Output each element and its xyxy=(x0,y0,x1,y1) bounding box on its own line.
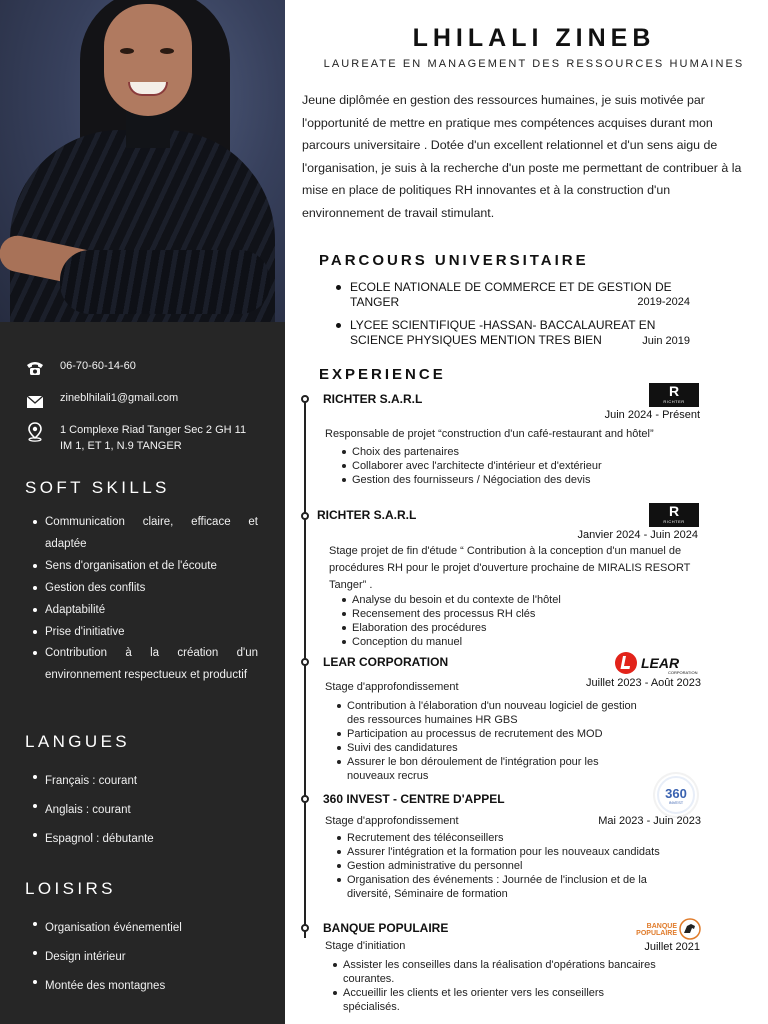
address xyxy=(60,422,260,454)
address-line-1: 1 Complexe Riad Tanger Sec 2 GH 11 xyxy=(60,424,247,436)
soft-skills-title: SOFT SKILLS xyxy=(25,478,170,497)
list-item: Participation au processus de recrutement des MOD xyxy=(347,727,647,741)
list-item: Gestion administrative du personnel xyxy=(347,859,692,873)
langues-list xyxy=(45,767,265,854)
soft-skills-list xyxy=(45,512,258,687)
education-item xyxy=(350,318,695,348)
job-dates: Juillet 2023 - Août 2023 xyxy=(586,677,701,689)
company-name: RICHTER S.A.R.L xyxy=(317,508,417,522)
list-item: Collaborer avec l'architecte d'intérieur et d'extérieur xyxy=(352,459,692,473)
svg-text:BANQUE: BANQUE xyxy=(646,923,677,930)
loisirs-title: LOISIRS xyxy=(25,879,116,898)
school-years: 2019-2024 xyxy=(637,296,690,308)
timeline-dot xyxy=(301,924,309,932)
list-item: Accueillir les clients et les orienter vers les conseillers spécialisés. xyxy=(343,986,663,1014)
list-item: Recensement des processus RH clés xyxy=(352,607,692,621)
job-tasks xyxy=(352,445,692,487)
job-role: Stage d'approfondissement xyxy=(325,681,459,693)
list-item: Assurer l'intégration et la formation pour les nouveaux candidats xyxy=(347,845,692,859)
list-item: Conception du manuel xyxy=(352,635,692,649)
job-role: Responsable de projet “construction d'un café-restaurant and hôtel” xyxy=(325,428,654,440)
lear-logo xyxy=(614,652,704,676)
list-item: Recrutement des téléconseillers xyxy=(347,831,692,845)
parcours-title: PARCOURS UNIVERSITAIRE xyxy=(319,252,589,269)
location-pin-icon xyxy=(25,422,45,442)
job-dates: Juin 2024 - Présent xyxy=(604,409,700,421)
company-name: LEAR CORPORATION xyxy=(323,655,449,669)
phone-number: 06-70-60-14-60 xyxy=(60,360,136,372)
email-address[interactable]: zineblhilali1@gmail.com xyxy=(60,392,179,404)
list-item: Suivi des candidatures xyxy=(347,741,647,755)
full-name: LHILALI ZINEB xyxy=(412,24,656,52)
job-role: Stage projet de fin d'étude “ Contribution à la conception d'un manuel de procédures RH pour le projet d'ouverture prochaine de MIRALIS RESORT Tanger” . xyxy=(329,545,691,591)
svg-text:CORPORATION: CORPORATION xyxy=(668,670,698,675)
job-role: Stage d'initiation xyxy=(325,940,406,952)
list-item: Organisation des événements : Journée de l'inclusion et de la diversité, Séminaire de formation xyxy=(347,873,692,901)
timeline-dot xyxy=(301,512,309,520)
banque-populaire-logo xyxy=(624,917,704,941)
job-dates: Juillet 2021 xyxy=(644,941,700,953)
list-item: Adaptabilité xyxy=(45,600,258,622)
list-item: Anglais : courant xyxy=(45,796,265,825)
svg-text:INVEST: INVEST xyxy=(668,800,684,805)
education-item xyxy=(350,280,695,310)
job-title: LAUREATE EN MANAGEMENT DES RESSOURCES HUMAINES xyxy=(323,58,745,70)
experience-title: EXPERIENCE xyxy=(319,366,446,383)
profile-summary: Jeune diplômée en gestion des ressources humaines, je suis motivée par l'opportunité de mettre en pratique mes compétences acquises durant mon parcours universitaire . Dotée d'un excellent relationnel et d'un sens aigu de l'organisation, je suis à la recherche d'un poste me permettant de contribuer à la mise en place de politiques RH innovantes et à la construction d'un environnement de travail stimulant. xyxy=(302,93,742,220)
job-dates: Mai 2023 - Juin 2023 xyxy=(598,815,701,827)
job-tasks xyxy=(352,593,692,649)
list-item: Gestion des conflits xyxy=(45,578,258,600)
company-name: BANQUE POPULAIRE xyxy=(323,921,449,935)
list-item: Elaboration des procédures xyxy=(352,621,692,635)
list-item: Montée des montagnes xyxy=(45,972,265,1001)
timeline-dot xyxy=(301,658,309,666)
list-item: Communication claire, efficace et adaptée xyxy=(45,512,258,556)
job-tasks xyxy=(343,958,663,1014)
list-item: Choix des partenaires xyxy=(352,445,692,459)
list-item: Organisation événementiel xyxy=(45,914,265,943)
timeline-line xyxy=(304,398,306,938)
school-name: ECOLE NATIONALE DE COMMERCE ET DE GESTION DE TANGER xyxy=(350,280,672,309)
list-item: Gestion des fournisseurs / Négociation des devis xyxy=(352,473,692,487)
langues-title: LANGUES xyxy=(25,732,131,751)
address-line-2: IM 1, ET 1, N.9 TANGER xyxy=(60,440,182,452)
list-item: Contribution à la création d'un environnement respectueux et productif xyxy=(45,643,258,687)
richter-logo: R RICHTER xyxy=(649,503,699,527)
job-dates: Janvier 2024 - Juin 2024 xyxy=(577,529,698,541)
list-item: Français : courant xyxy=(45,767,265,796)
360-invest-logo xyxy=(655,774,697,816)
school-name: LYCEE SCIENTIFIQUE -HASSAN- BACCALAUREAT EN SCIENCE PHYSIQUES MENTION TRES BIEN xyxy=(350,318,656,347)
sidebar xyxy=(0,0,285,1024)
list-item: Design intérieur xyxy=(45,943,265,972)
list-item: Prise d'initiative xyxy=(45,622,258,644)
job-role: Stage d'approfondissement xyxy=(325,815,459,827)
job-tasks xyxy=(347,699,647,783)
profile-photo xyxy=(0,0,285,322)
loisirs-list xyxy=(45,914,265,1001)
svg-text:LEAR: LEAR xyxy=(641,655,680,671)
school-years: Juin 2019 xyxy=(642,335,690,347)
list-item: Contribution à l'élaboration d'un nouveau logiciel de gestion des ressources humaines HR GBS xyxy=(347,699,647,727)
phone-icon xyxy=(25,358,45,378)
richter-logo: R RICHTER xyxy=(649,383,699,407)
company-name: 360 INVEST - CENTRE D'APPEL xyxy=(323,792,505,806)
email-icon xyxy=(25,392,45,412)
timeline-dot xyxy=(301,795,309,803)
list-item: Espagnol : débutante xyxy=(45,825,265,854)
list-item: Assister les conseilles dans la réalisation d'opérations bancaires courantes. xyxy=(343,958,663,986)
svg-text:POPULAIRE: POPULAIRE xyxy=(636,930,677,937)
company-name: RICHTER S.A.R.L xyxy=(323,392,423,406)
list-item: Sens d'organisation et de l'écoute xyxy=(45,556,258,578)
job-tasks xyxy=(347,831,692,901)
svg-text:360: 360 xyxy=(665,786,687,801)
list-item: Analyse du besoin et du contexte de l'hôtel xyxy=(352,593,692,607)
timeline-dot xyxy=(301,395,309,403)
list-item: Assurer le bon déroulement de l'intégration pour les nouveaux recrus xyxy=(347,755,647,783)
